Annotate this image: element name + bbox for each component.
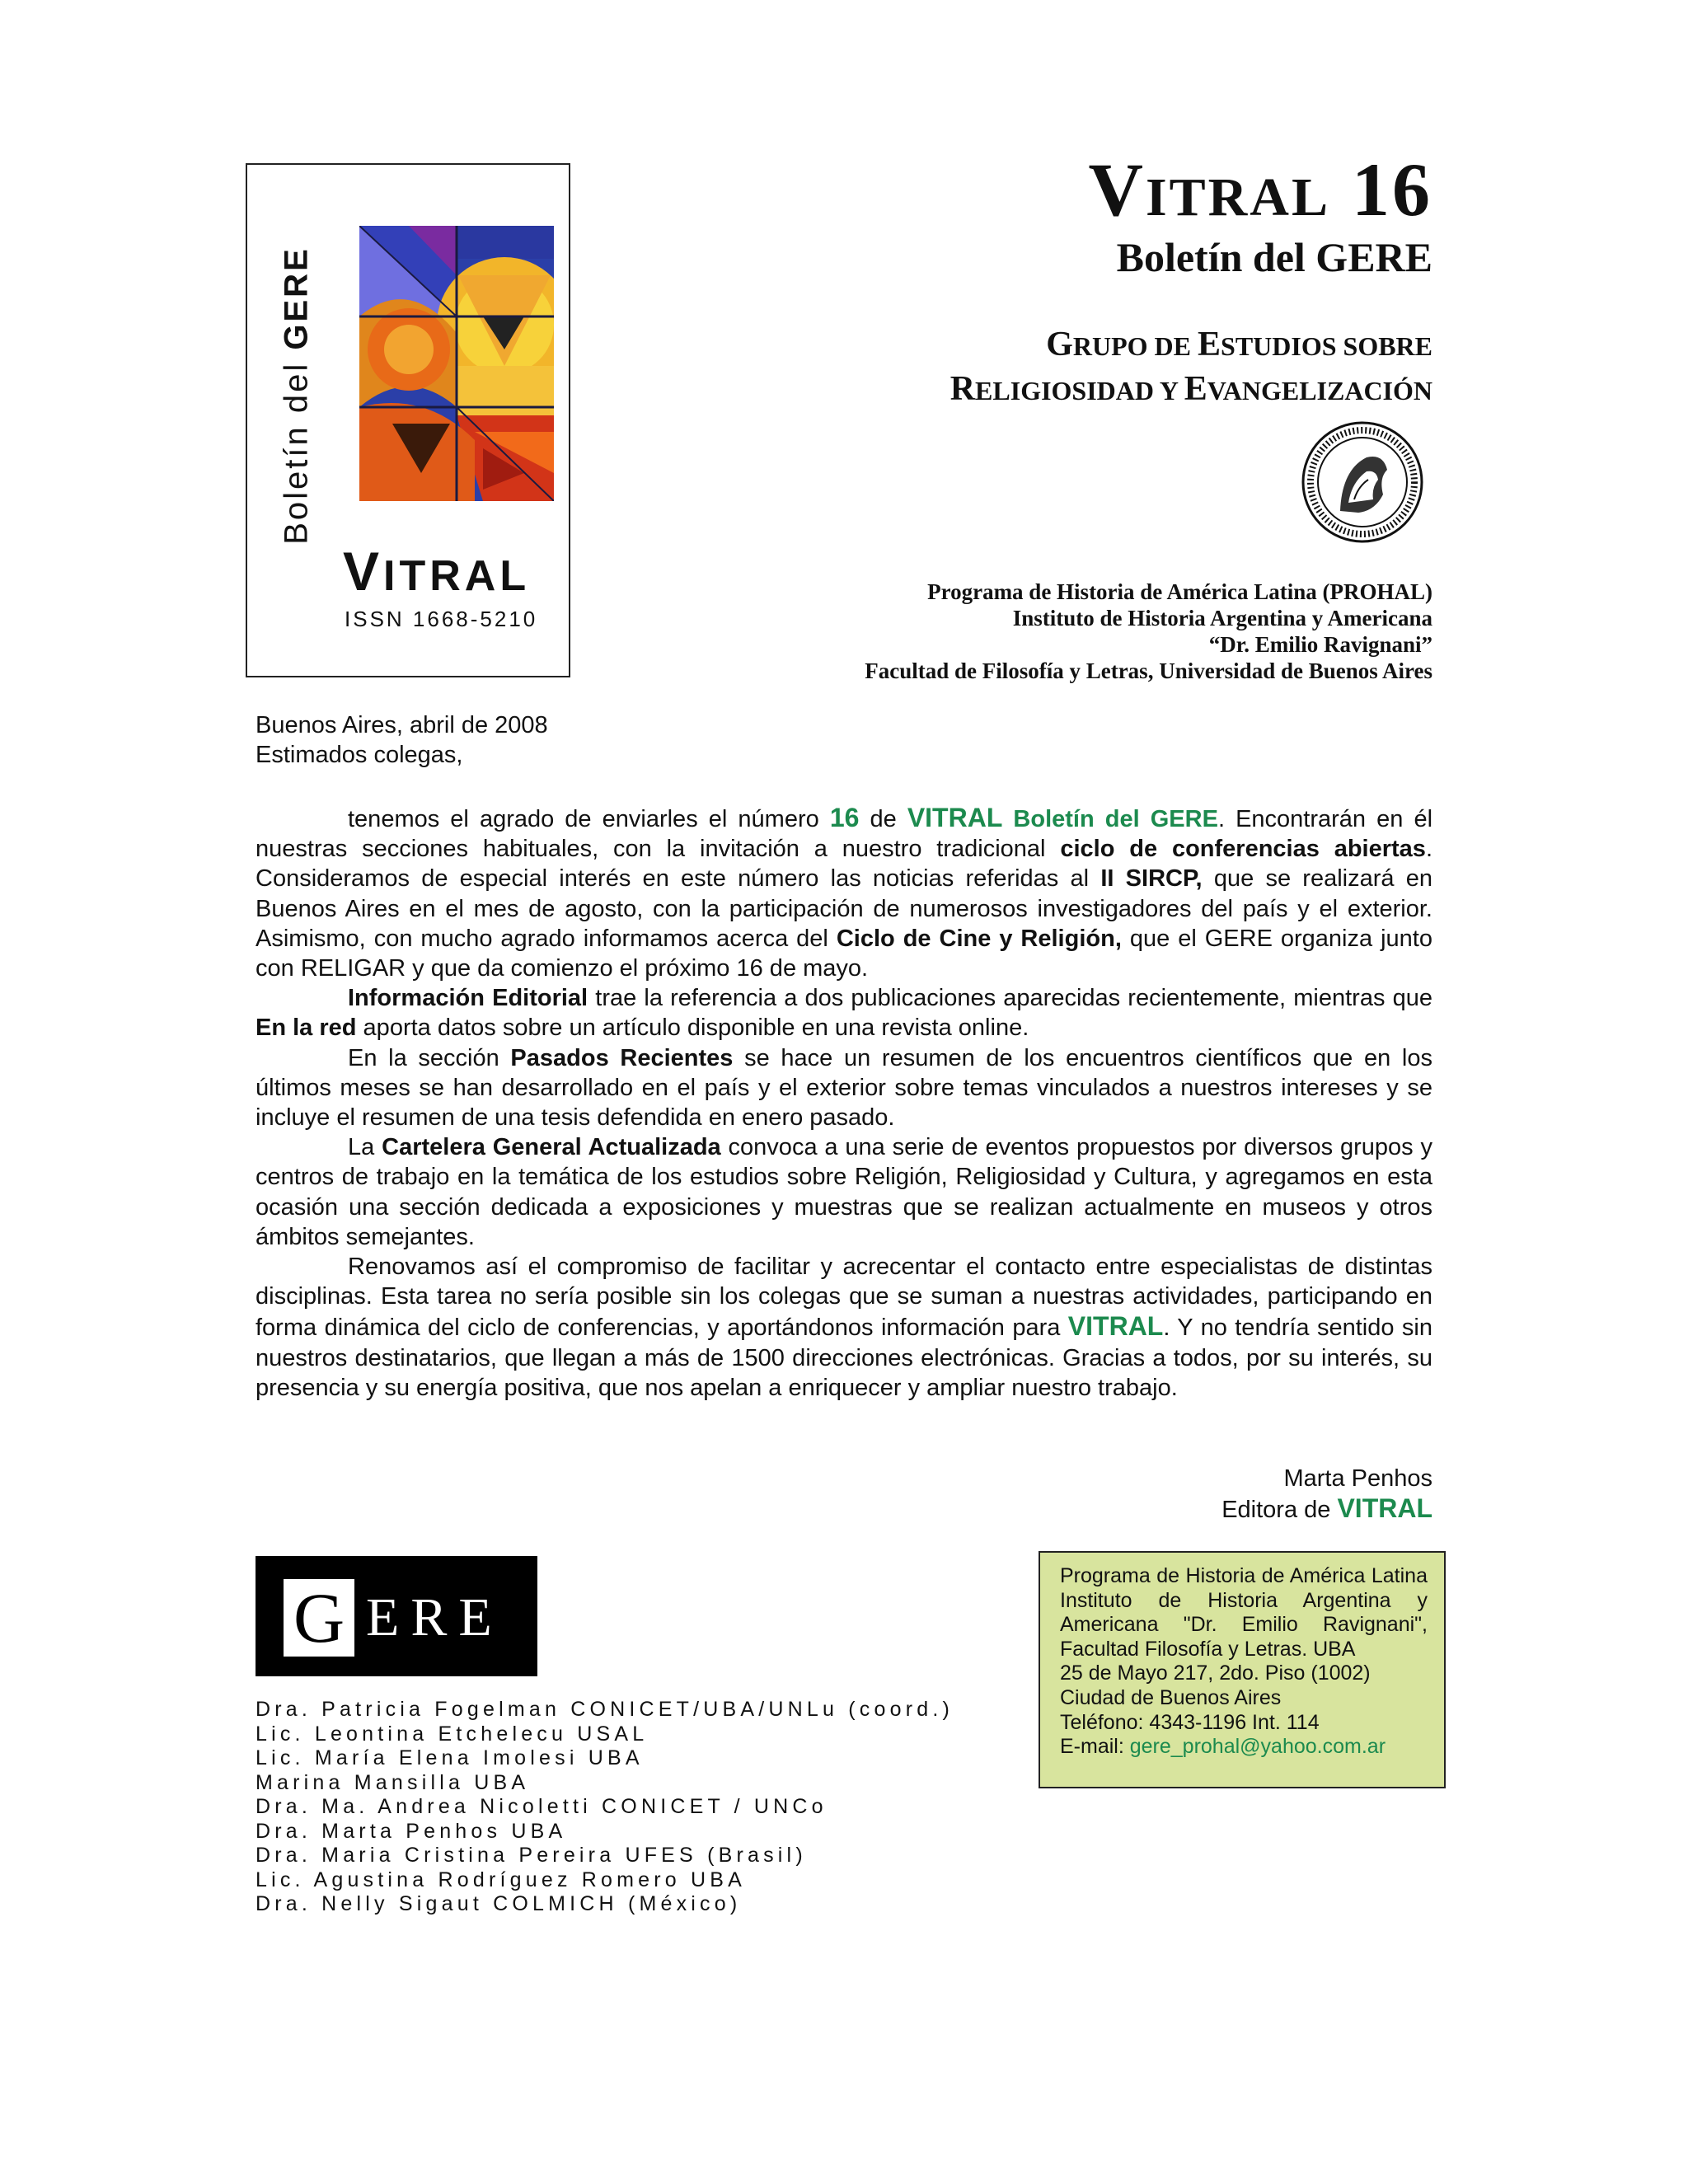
institution-line: Instituto de Historia Argentina y Americana [1012,606,1432,630]
university-seal-icon [1301,420,1424,544]
cover-vertical-prefix: Boletín del [278,349,315,545]
paragraph: En la sección Pasados Recientes se hace un resumen de los encuentros científicos que en los últimos meses se han desarrollado en el país y el exterior sobre temas vinculados a nuestros intereses y se incluye el resumen de una tesis defendida en enero pasado. [256,1044,1432,1132]
signature-role: Editora de VITRAL [1221,1493,1432,1523]
stained-glass-image [359,226,554,501]
cover-box [246,163,570,677]
greeting: Estimados colegas, [256,742,463,768]
contact-email [1060,1735,1428,1760]
gere-logo-initial: G [284,1579,354,1657]
signature-name: Marta Penhos [1283,1465,1432,1492]
gere-logo-rest: ERE [366,1587,504,1647]
paragraph: Información Editorial trae la referencia a dos publicaciones aparecidas recientemente, mientras que En la red aporta datos sobre un artículo disponible en una revista online. [256,985,1433,1042]
member-item: Dra. Ma. Andrea Nicoletti CONICET / UNCo [256,1795,828,1818]
institution-line: Programa de Historia de América Latina (PROHAL) [927,579,1432,604]
contact-phone: Teléfono: 4343-1196 Int. 114 [1060,1710,1320,1734]
magazine-title: VITRAL 16 [1088,148,1432,232]
paragraph: Renovamos así el compromiso de facilitar y acrecentar el contacto entre especialistas de distintas disciplinas. Esta tarea no sería posible sin los colegas que se suman a nuestras actividades, participando en forma dinámica del ciclo de conferencias, y aportándonos información para VITRAL. Y no tendría sentido sin nuestros destinatarios, que llegan a más de 1500 direcciones electrónicas. Gracias a todos, por su interés, su presencia y su energía positiva, que nos apelan a enriquecer y ampliar nuestro trabajo. [256,1254,1432,1401]
member-item: Lic. Agustina Rodríguez Romero UBA [256,1868,747,1891]
member-item: Dra. Patricia Fogelman CONICET/UBA/UNLu (coord.) [256,1698,954,1721]
letter-body [256,803,1432,1403]
members-list [256,1698,954,1917]
member-item: Lic. María Elena Imolesi UBA [256,1746,644,1769]
member-item: Lic. Leontina Etchelecu USAL [256,1722,649,1746]
institution-line: Facultad de Filosofía y Letras, Universidad de Buenos Aires [865,658,1432,683]
cover-vertical-bold: GERE [278,246,315,350]
contact-box [1039,1551,1446,1788]
group-name: GRUPO DE ESTUDIOS SOBRE RELIGIOSIDAD Y EVANGELIZACIÓN [950,326,1432,408]
contact-institution: Programa de Historia de América Latina Instituto de Historia Argentina y Americana "Dr. Emilio Ravignani", Facultad Filosofía y Letras. UBA [1060,1564,1428,1661]
magazine-subtitle: Boletín del GERE [1116,234,1432,280]
contact-email-link[interactable]: gere_prohal@yahoo.com.ar [1129,1735,1386,1759]
paragraph: tenemos el agrado de enviarles el número 16 de VITRAL Boletín del GERE. Encontrarán en él nuestras secciones habituales, con la invitación a nuestro tradicional ciclo de conferencias abiertas. Consideramos de especial interés en este número las noticias referidas al II SIRCP, que se realizará en Buenos Aires en el mes de agosto, con la participación de numerosos investigadores del país y el exterior. Asimismo, con mucho agrado informamos acerca del Ciclo de Cine y Religión, que el GERE organiza junto con RELIGAR y que da comienzo el próximo 16 de mayo. [256,803,1433,982]
signature [1221,1464,1432,1525]
place-date: Buenos Aires, abril de 2008 [256,712,548,738]
contact-address: 25 de Mayo 217, 2do. Piso (1002) [1060,1661,1371,1685]
contact-city: Ciudad de Buenos Aires [1060,1685,1282,1709]
cover-vertical-title [272,165,321,626]
paragraph: La Cartelera General Actualizada convoca a una serie de eventos propuestos por diversos grupos y centros de trabajo en la temática de los estudios sobre Religión, Religiosidad y Cultura, y agregamos en esta ocasión una sección dedicada a exposiciones y muestras que se realizan actualmente en museos y otros ámbitos semejantes. [256,1134,1432,1250]
contact-email-label: E-mail: [1060,1735,1130,1759]
member-item: Dra. Maria Cristina Pereira UFES (Brasil) [256,1844,807,1867]
member-item: Dra. Nelly Sigaut COLMICH (México) [256,1892,742,1915]
institution-block [865,579,1432,684]
cover-issn: ISSN 1668-5210 [345,607,538,631]
gere-logo [256,1556,537,1676]
institution-line: “Dr. Emilio Ravignani” [1208,632,1432,657]
letter-head [256,710,548,770]
cover-vitral-title: VITRAL [343,541,531,602]
member-item: Dra. Marta Penhos UBA [256,1819,567,1843]
member-item: Marina Mansilla UBA [256,1770,530,1794]
